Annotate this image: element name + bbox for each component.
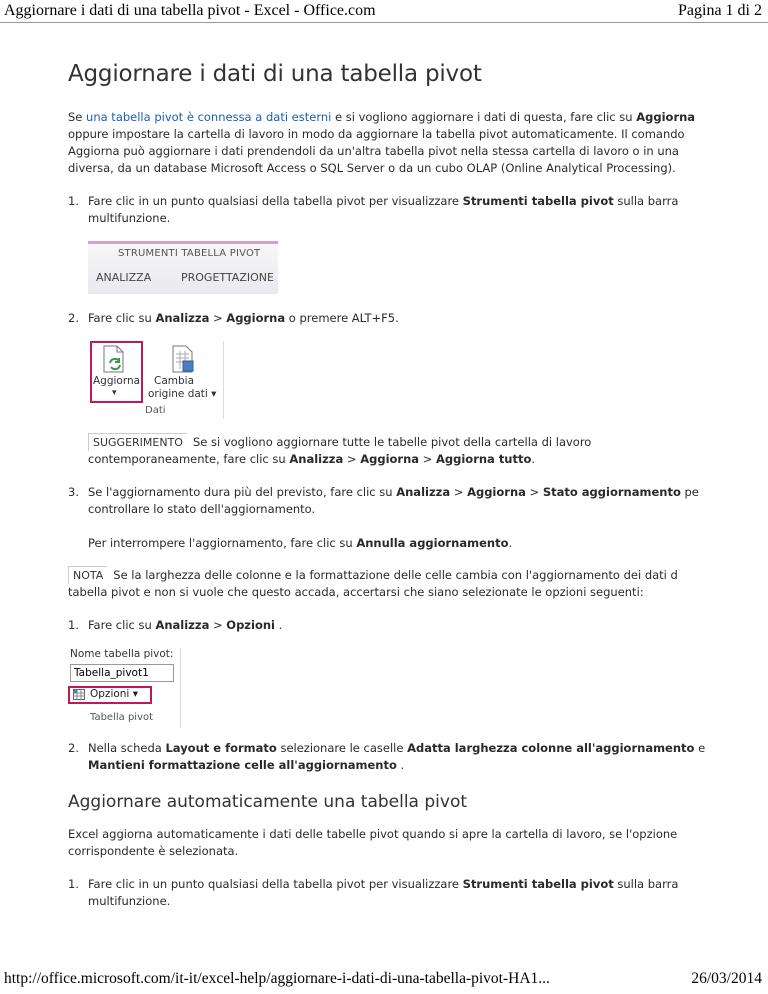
step-sep: > [450,485,468,499]
footer-url: http://office.microsoft.com/it-it/excel-help/aggiornare-i-dati-di-una-tabella-pivot-HA1... [4,970,550,987]
list-number: 1. [68,618,79,632]
footer-date: 26/03/2014 [691,970,762,987]
step-text: Fare clic su [88,618,156,632]
step-text: Per interrompere l'aggiornamento, fare clic su [88,536,357,550]
step-bold: Mantieni formattazione celle all'aggiornamento [88,758,397,772]
tip-bold: Aggiorna [360,452,420,466]
step-bold: Aggiorna [226,311,286,325]
step-bold: Layout e formato [165,741,277,755]
list-item [68,740,706,774]
print-header-page: Pagina 1 di 2 [678,2,762,19]
list-number: 2. [68,311,79,325]
section-text: corrispondente è selezionata. [68,844,239,858]
intro-paragraph [68,109,698,177]
external-data-link[interactable]: una tabella pivot è connessa a dati esterni [86,110,332,124]
ribbon-group-label: Tabella pivot [90,712,154,723]
section-text: Excel aggiorna automaticamente i dati delle tabelle pivot quando si apre la cartella di lavoro, se l'opzione [68,827,678,841]
tip-label: SUGGERIMENTO [88,433,187,451]
intro-text: Se [68,110,87,124]
change-source-label: Cambia [154,375,195,387]
note-text: tabella pivot e non si vuole che questo accada, accertarsi che siano selezionate le opzioni seguenti: [68,585,644,599]
step-text: sulla barra [613,194,679,208]
tip-sep: > [343,452,361,466]
ribbon-tab-analizza: ANALIZZA [96,271,152,284]
tip-text: contemporaneamente, fare clic su [88,452,290,466]
step-bold: Adatta larghezza colonne all'aggiornamento [407,741,695,755]
ribbon-tab-progettazione: PROGETTAZIONE [181,271,274,284]
list-item [68,310,698,327]
list-number: 1. [68,194,79,208]
list-item [68,876,698,910]
page-title: Aggiornare i dati di una tabella pivot [68,61,482,87]
step-sep: > [209,618,227,632]
intro-line: oppure impostare la cartella di lavoro in modo da aggiornare la tabella pivot automaticamente. Il comando [68,127,685,141]
pivot-name-field: Tabella_pivot1 [70,664,174,682]
list-number: 2. [68,741,79,755]
step-text: Fare clic in un punto qualsiasi della tabella pivot per visualizzare [88,194,463,208]
ribbon-screenshot-pivot-group [68,648,181,728]
step-text: Fare clic in un punto qualsiasi della tabella pivot per visualizzare [88,877,463,891]
step-bold: Stato aggiornamento [542,485,681,499]
tip-bold: Aggiorna tutto [435,452,532,466]
step-text: . [274,618,283,632]
tip-box [68,433,698,468]
refresh-button-label: Aggiorna [93,375,141,387]
list-number: 1. [68,877,79,891]
ribbon-context-title: STRUMENTI TABELLA PIVOT [118,248,261,259]
print-header-title: Aggiornare i dati di una tabella pivot - Excel - Office.com [4,2,376,19]
step-text: selezionare le caselle [276,741,408,755]
chevron-down-icon: ▾ [112,388,117,398]
step-text: Nella scheda [88,741,166,755]
section-title: Aggiornare automaticamente una tabella pivot [68,792,468,812]
step-text: multifunzione. [88,894,171,908]
step-bold: Analizza [155,618,210,632]
header-divider [0,22,768,23]
intro-line: Aggiorna può aggiornare i dati prendendoli da un'altra tabella pivot nella stessa cartella di lavoro o in una [68,144,679,158]
options-button-label: Opzioni ▾ [90,688,138,700]
print-header [4,2,762,24]
note-text: Se la larghezza delle colonne e la formattazione delle celle cambia con l'aggiornamento dei dati d [113,568,678,582]
list-item [68,617,698,634]
tip-bold: Analizza [289,452,344,466]
step-text: controllare lo stato dell'aggiornamento. [88,502,316,516]
change-source-label: origine dati ▾ [148,388,217,400]
step-text: Se l'aggiornamento dura più del previsto, fare clic su [88,485,397,499]
step-bold: Opzioni [226,618,275,632]
step-bold: Annulla aggiornamento [356,536,509,550]
step-text: . [508,536,513,550]
list-item [68,193,698,227]
change-source-icon [170,345,196,373]
intro-bold: Aggiorna [636,110,696,124]
intro-line: diversa, da un database Microsoft Access o SQL Server o da un cubo OLAP (Online Analytical Processing). [68,161,676,175]
ribbon-screenshot-tools [88,241,278,294]
tip-text: . [531,452,536,466]
list-number: 3. [68,485,79,499]
step-bold: Analizza [396,485,451,499]
ribbon-screenshot-data-group [88,341,224,419]
note-label: NOTA [68,566,107,584]
step-text: sulla barra [613,877,679,891]
section-paragraph [68,826,698,860]
step-text: . [396,758,405,772]
article [68,30,706,924]
step-sep: > [209,311,227,325]
ribbon-group-label: Dati [145,405,166,416]
options-table-icon [73,689,85,700]
print-footer [4,970,762,990]
pivot-name-label: Nome tabella pivot: [70,648,174,660]
step-text: pe [680,485,699,499]
list-item [68,484,698,552]
step-bold: Aggiorna [467,485,526,499]
step-bold: Strumenti tabella pivot [462,194,614,208]
step-text: e [694,741,706,755]
intro-text: e si vogliono aggiornare i dati di questa, fare clic su [331,110,637,124]
step-bold: Analizza [155,311,210,325]
step-text: Fare clic su [88,311,156,325]
step-text: multifunzione. [88,211,171,225]
step-text: o premere ALT+F5. [285,311,399,325]
step-sep: > [525,485,543,499]
tip-text: Se si vogliono aggiornare tutte le tabelle pivot della cartella di lavoro [192,435,592,449]
tip-sep: > [419,452,436,466]
step-bold: Strumenti tabella pivot [462,877,614,891]
note-box [68,566,698,601]
